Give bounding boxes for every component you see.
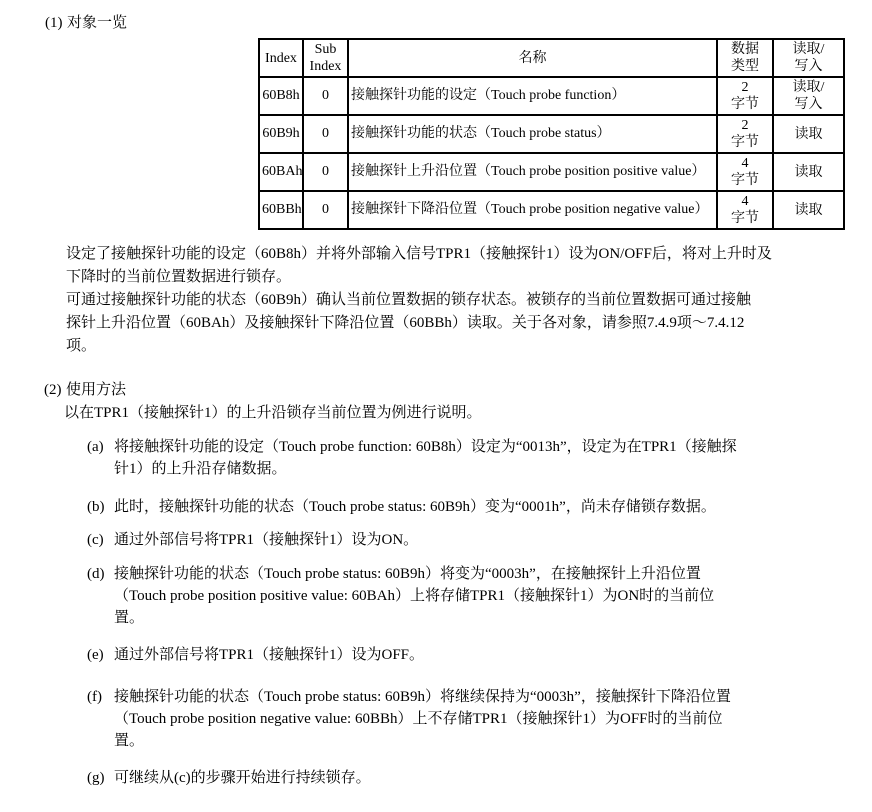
- cell-name: 接触探针下降沿位置（Touch probe position negative value）: [348, 191, 717, 229]
- section-2-heading: [44, 379, 126, 401]
- step-b: [87, 496, 716, 518]
- step-marker: (f): [87, 689, 102, 705]
- cell-read-write: 读取: [773, 191, 844, 229]
- cell-data-type: 4 字节: [717, 191, 773, 229]
- cell-read-write: 读取: [773, 153, 844, 191]
- description-paragraph: [66, 243, 772, 358]
- step-line: （Touch probe position positive value: 60BAh）上将存储TPR1（接触探针1）为ON时的当前位: [114, 588, 715, 604]
- step-c: [87, 529, 418, 551]
- step-line: 通过外部信号将TPR1（接触探针1）设为OFF。: [114, 647, 425, 663]
- cell-name: 接触探针上升沿位置（Touch probe position positive value）: [348, 153, 717, 191]
- step-line: 可继续从(c)的步骤开始进行持续锁存。: [114, 770, 371, 786]
- cell-sub-index: 0: [303, 191, 348, 229]
- paragraph-line: 下降时的当前位置数据进行锁存。: [66, 269, 292, 285]
- cell-data-type: 2 字节: [717, 77, 773, 115]
- column-header-index-label: Index: [265, 50, 297, 66]
- step-line: （Touch probe position negative value: 60BBh）上不存储TPR1（接触探针1）为OFF时的当前位: [114, 711, 723, 727]
- step-marker: (c): [87, 532, 104, 548]
- step-marker: (e): [87, 647, 104, 663]
- paragraph-line: 设定了接触探针功能的设定（60B8h）并将外部输入信号TPR1（接触探针1）设为ON/OFF后，将对上升时及: [66, 246, 772, 262]
- step-d: [87, 563, 714, 629]
- column-header-data-type: 数据 类型: [717, 39, 773, 77]
- step-line: 此时，接触探针功能的状态（Touch probe status: 60B9h）变为“0001h”，尚未存储锁存数据。: [114, 499, 716, 515]
- step-marker: (a): [87, 439, 104, 455]
- step-g: [87, 767, 371, 789]
- step-marker: (b): [87, 499, 105, 515]
- step-line: 将接触探针功能的设定（Touch probe function: 60B8h）设定为“0013h”，设定为在TPR1（接触探: [114, 439, 737, 455]
- step-line: 置。: [114, 733, 145, 749]
- cell-sub-index: 0: [303, 77, 348, 115]
- paragraph-line: 可通过接触探针功能的状态（60B9h）确认当前位置数据的锁存状态。被锁存的当前位置数据可通过接触: [66, 292, 752, 308]
- cell-data-type: 2 字节: [717, 115, 773, 153]
- step-f: [87, 686, 731, 752]
- step-line: 置。: [114, 610, 145, 626]
- object-list-table: [258, 38, 845, 230]
- column-header-index: [259, 39, 303, 77]
- cell-sub-index: 0: [303, 153, 348, 191]
- step-marker: (g): [87, 770, 105, 786]
- section-2-intro: 以在TPR1（接触探针1）的上升沿锁存当前位置为例进行说明。: [64, 405, 482, 421]
- paragraph-line: 探针上升沿位置（60BAh）及接触探针下降沿位置（60BBh）读取。关于各对象，请参照7.4.9项～7.4.12: [66, 315, 745, 331]
- cell-index: 60B9h: [259, 115, 303, 153]
- cell-index: 60BAh: [259, 153, 303, 191]
- step-line: 接触探针功能的状态（Touch probe status: 60B9h）将变为“0003h”，在接触探针上升沿位置: [114, 566, 701, 582]
- column-header-read-write: 读取/ 写入: [773, 39, 844, 77]
- paragraph-line: 项。: [66, 338, 97, 354]
- cell-index: 60B8h: [259, 77, 303, 115]
- table-row: [259, 191, 844, 229]
- step-line: 接触探针功能的状态（Touch probe status: 60B9h）将继续保持为“0003h”，接触探针下降沿位置: [114, 689, 731, 705]
- table-row: [259, 77, 844, 115]
- cell-read-write: 读取: [773, 115, 844, 153]
- column-header-sub-index: Sub Index: [303, 39, 348, 77]
- cell-sub-index: 0: [303, 115, 348, 153]
- section-1-title: 对象一览: [67, 15, 128, 31]
- step-marker: (d): [87, 566, 105, 582]
- cell-name: 接触探针功能的状态（Touch probe status）: [348, 115, 717, 153]
- section-2-title: 使用方法: [66, 382, 127, 398]
- step-line: 通过外部信号将TPR1（接触探针1）设为ON。: [114, 532, 419, 548]
- step-e: [87, 644, 424, 666]
- section-1-heading: [45, 12, 127, 34]
- section-1-number: (1): [45, 15, 63, 31]
- table-row: [259, 115, 844, 153]
- section-2-number: (2): [44, 382, 62, 398]
- step-line: 针1）的上升沿存储数据。: [114, 461, 287, 477]
- step-a: [87, 436, 737, 480]
- table-row: [259, 153, 844, 191]
- cell-name: 接触探针功能的设定（Touch probe function）: [348, 77, 717, 115]
- cell-index: 60BBh: [259, 191, 303, 229]
- table-header-row: [259, 39, 844, 77]
- column-header-name: 名称: [348, 39, 717, 77]
- cell-read-write: 读取/ 写入: [773, 77, 844, 115]
- cell-data-type: 4 字节: [717, 153, 773, 191]
